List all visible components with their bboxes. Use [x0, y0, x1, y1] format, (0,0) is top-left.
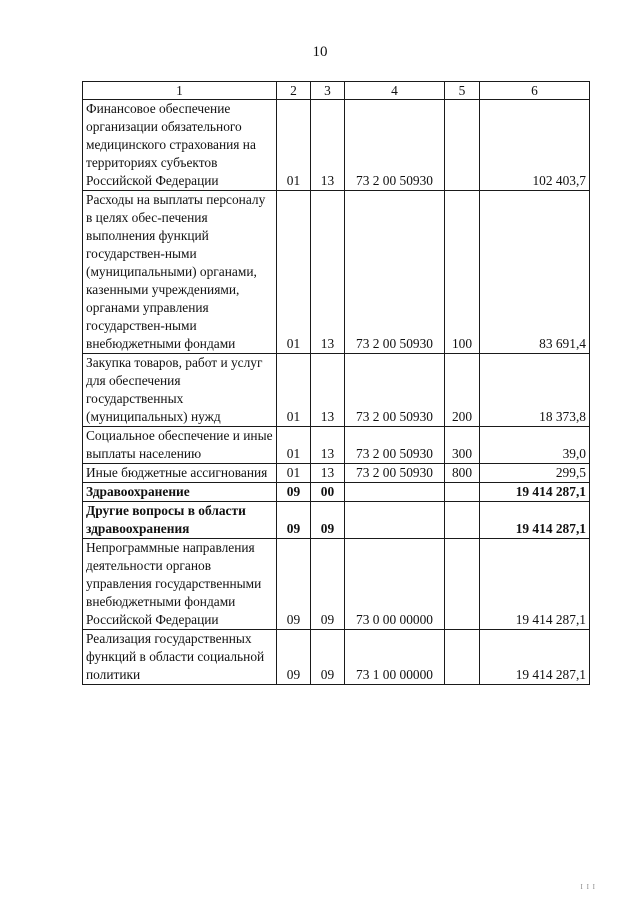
table-row — [83, 483, 590, 502]
row-section: 01 — [277, 100, 311, 191]
budget-table — [82, 81, 590, 685]
row-amount: 83 691,4 — [480, 191, 590, 354]
row-expense-type — [445, 630, 480, 685]
row-amount: 299,5 — [480, 464, 590, 483]
row-target-code — [345, 483, 445, 502]
row-expense-type: 800 — [445, 464, 480, 483]
row-subsection: 13 — [311, 464, 345, 483]
row-section: 09 — [277, 502, 311, 539]
row-amount: 102 403,7 — [480, 100, 590, 191]
row-name: Финансовое обеспечение организации обязательного медицинского страхования на территориях субъектов Российской Федерации — [83, 100, 277, 191]
row-target-code: 73 2 00 50930 — [345, 427, 445, 464]
row-expense-type — [445, 502, 480, 539]
row-amount: 19 414 287,1 — [480, 483, 590, 502]
table-row — [83, 191, 590, 354]
row-name: Здравоохранение — [83, 483, 277, 502]
row-section: 01 — [277, 464, 311, 483]
row-target-code: 73 1 00 00000 — [345, 630, 445, 685]
row-subsection: 13 — [311, 191, 345, 354]
table-row — [83, 630, 590, 685]
row-name: Другие вопросы в области здравоохранения — [83, 502, 277, 539]
row-section: 09 — [277, 539, 311, 630]
row-expense-type: 200 — [445, 354, 480, 427]
scan-corner-mark: I I I — [580, 883, 596, 891]
row-subsection: 13 — [311, 100, 345, 191]
row-amount: 19 414 287,1 — [480, 630, 590, 685]
row-target-code: 73 2 00 50930 — [345, 191, 445, 354]
row-amount: 39,0 — [480, 427, 590, 464]
column-header-4: 4 — [345, 82, 445, 100]
row-amount: 19 414 287,1 — [480, 539, 590, 630]
row-expense-type — [445, 483, 480, 502]
row-subsection: 13 — [311, 354, 345, 427]
table-row — [83, 100, 590, 191]
row-section: 01 — [277, 191, 311, 354]
row-name: Непрограммные направления деятельности органов управления государственными внебюджетными фондами Российской Федерации — [83, 539, 277, 630]
row-expense-type: 300 — [445, 427, 480, 464]
column-header-6: 6 — [480, 82, 590, 100]
column-header-5: 5 — [445, 82, 480, 100]
row-target-code: 73 2 00 50930 — [345, 464, 445, 483]
column-header-2: 2 — [277, 82, 311, 100]
row-name: Расходы на выплаты персоналу в целях обес-печения выполнения функций государствен-ными (муниципальными) органами, казенными учреждениями, органами управления государствен-ными внебюджетными фондами — [83, 191, 277, 354]
row-name: Реализация государственных функций в области социальной политики — [83, 630, 277, 685]
row-subsection: 09 — [311, 502, 345, 539]
row-subsection: 00 — [311, 483, 345, 502]
page-number: 10 — [312, 44, 328, 60]
row-name: Социальное обеспечение и иные выплаты населению — [83, 427, 277, 464]
row-amount: 19 414 287,1 — [480, 502, 590, 539]
row-subsection: 09 — [311, 539, 345, 630]
row-expense-type — [445, 100, 480, 191]
column-header-3: 3 — [311, 82, 345, 100]
row-expense-type — [445, 539, 480, 630]
row-target-code: 73 0 00 00000 — [345, 539, 445, 630]
row-section: 01 — [277, 354, 311, 427]
table-row — [83, 354, 590, 427]
table-row — [83, 427, 590, 464]
row-target-code: 73 2 00 50930 — [345, 100, 445, 191]
row-name: Закупка товаров, работ и услуг для обеспечения государственных (муниципальных) нужд — [83, 354, 277, 427]
row-target-code: 73 2 00 50930 — [345, 354, 445, 427]
row-section: 09 — [277, 483, 311, 502]
table-header-row — [83, 82, 590, 100]
row-amount: 18 373,8 — [480, 354, 590, 427]
row-section: 09 — [277, 630, 311, 685]
row-subsection: 09 — [311, 630, 345, 685]
table-row — [83, 539, 590, 630]
row-name: Иные бюджетные ассигнования — [83, 464, 277, 483]
table-row — [83, 502, 590, 539]
table-row — [83, 464, 590, 483]
column-header-1: 1 — [83, 82, 277, 100]
row-subsection: 13 — [311, 427, 345, 464]
row-expense-type: 100 — [445, 191, 480, 354]
row-section: 01 — [277, 427, 311, 464]
row-target-code — [345, 502, 445, 539]
